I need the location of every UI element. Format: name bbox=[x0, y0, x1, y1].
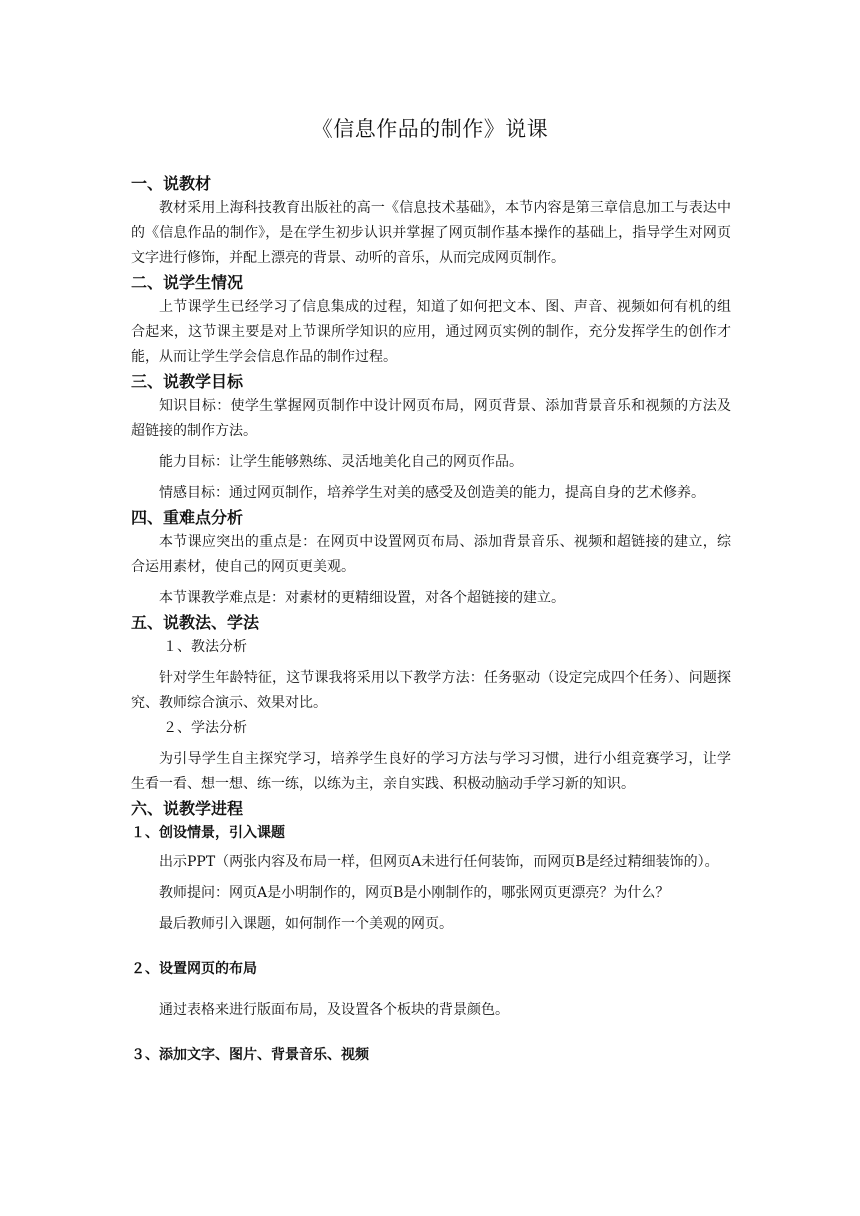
step-heading: ２、设置网页的布局 bbox=[131, 961, 257, 977]
section-heading-textbook: 一、说教材 bbox=[131, 174, 212, 193]
step-heading: １、创设情景，引入课题 bbox=[131, 825, 285, 841]
document-title: 《信息作品的制作》说课 bbox=[311, 117, 549, 141]
paragraph: 通过表格来进行版面布局，及设置各个板块的背景颜色。 bbox=[159, 1002, 509, 1018]
section-heading-process: 六、说教学进程 bbox=[131, 799, 244, 818]
paragraph: 教材采用上海科技教育出版社的高一《信息技术基础》，本节内容是第三章信息加工与表达中的《信息作品的制作》，是在学生初步认识并掌握了网页制作基本操作的基础上，指导学生对网页文字进行修饰，并配上漂亮的背景、动听的音乐，从而完成网页制作。 bbox=[131, 200, 731, 266]
step-heading: ３、添加文字、图片、背景音乐、视频 bbox=[131, 1047, 369, 1063]
paragraph: 出示PPT（两张内容及布局一样，但网页A未进行任何装饰，而网页B是经过精细装饰的）。 bbox=[159, 854, 719, 870]
paragraph: 上节课学生已经学习了信息集成的过程，知道了如何把文本、图、声音、视频如何有机的组合起来，这节课主要是对上节课所学知识的应用，通过网页实例的制作，充分发挥学生的创作才能，从而让学生学会信息作品的制作过程。 bbox=[131, 299, 731, 365]
subheading: ２、学法分析 bbox=[163, 720, 247, 736]
paragraph: 最后教师引入课题，如何制作一个美观的网页。 bbox=[159, 916, 453, 932]
document-body bbox=[131, 172, 731, 1068]
paragraph: 教师提问：网页A是小明制作的，网页B是小刚制作的，哪张网页更漂亮？为什么？ bbox=[159, 885, 670, 901]
section-heading-methods: 五、说教法、学法 bbox=[131, 613, 260, 632]
paragraph: 本节课教学难点是：对素材的更精细设置，对各个超链接的建立。 bbox=[159, 590, 565, 606]
paragraph: 针对学生年龄特征，这节课我将采用以下教学方法：任务驱动（设定完成四个任务）、问题探究、教师综合演示、效果对比。 bbox=[131, 670, 731, 711]
paragraph: 知识目标：使学生掌握网页制作中设计网页布局，网页背景、添加背景音乐和视频的方法及超链接的制作方法。 bbox=[131, 398, 731, 439]
paragraph: 为引导学生自主探究学习，培养学生良好的学习方法与学习习惯，进行小组竞赛学习，让学生看一看、想一想、练一练，以练为主，亲自实践、积极动脑动手学习新的知识。 bbox=[131, 751, 731, 792]
section-heading-objectives: 三、说教学目标 bbox=[131, 372, 244, 391]
paragraph: 能力目标：让学生能够熟练、灵活地美化自己的网页作品。 bbox=[159, 454, 523, 470]
paragraph: 本节课应突出的重点是：在网页中设置网页布局、添加背景音乐、视频和超链接的建立，综合运用素材，使自己的网页更美观。 bbox=[131, 534, 731, 575]
subheading: １、教法分析 bbox=[163, 639, 247, 655]
section-heading-students: 二、说学生情况 bbox=[131, 273, 244, 292]
paragraph: 情感目标：通过网页制作，培养学生对美的感受及创造美的能力，提高自身的艺术修养。 bbox=[159, 485, 705, 501]
section-heading-key-points: 四、重难点分析 bbox=[131, 508, 244, 527]
